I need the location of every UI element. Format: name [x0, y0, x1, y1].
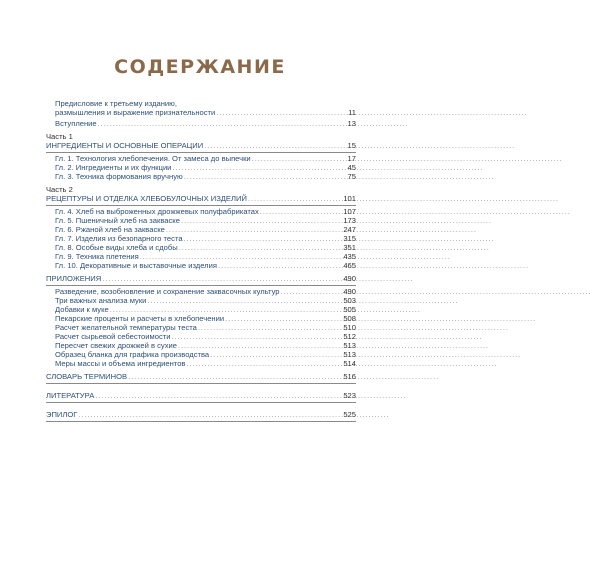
page-number: 508	[343, 314, 356, 323]
leader-dots	[184, 172, 347, 181]
leader-dots	[260, 207, 343, 216]
toc-part-title: РЕЦЕПТУРЫ И ОТДЕЛКА ХЛЕБОБУЛОЧНЫХ ИЗДЕЛИЙ	[46, 194, 247, 203]
toc-chapter[interactable]	[46, 252, 356, 261]
toc-entry-text: Вступление	[55, 119, 97, 128]
page-number: 173	[343, 216, 356, 225]
toc-chapter[interactable]	[46, 172, 356, 181]
page-number: 490	[343, 287, 356, 296]
leader-dots	[225, 314, 342, 323]
page-number: 490	[343, 274, 356, 283]
page-number: 505	[343, 305, 356, 314]
toc-entry-text: Три важных анализа муки	[55, 296, 147, 305]
page-number: 247	[343, 225, 356, 234]
divider	[46, 285, 356, 286]
page-number: 15	[347, 141, 356, 150]
toc-appendix-item[interactable]	[46, 296, 356, 305]
toc-entry-intro[interactable]	[46, 119, 356, 128]
toc-chapter[interactable]	[46, 243, 356, 252]
leader-dots	[98, 119, 347, 128]
page-number: 351	[343, 243, 356, 252]
divider	[46, 152, 356, 153]
toc-entry-text: Пекарские проценты и расчеты в хлебопечении	[55, 314, 225, 323]
page-number: 435	[343, 252, 356, 261]
part1-label: Часть 1	[46, 132, 73, 141]
leader-dots	[198, 323, 342, 332]
toc-section-title: ЭПИЛОГ	[46, 410, 78, 419]
page-number: 107	[343, 207, 356, 216]
toc-appendix-item[interactable]	[46, 305, 356, 314]
toc-section-title: ЛИТЕРАТУРА	[46, 391, 95, 400]
page-number: 513	[343, 341, 356, 350]
leader-dots	[248, 194, 342, 203]
toc-literature[interactable]	[46, 391, 356, 400]
page-number: 75	[347, 172, 356, 181]
table-of-contents	[46, 99, 356, 423]
toc-entry-text: Образец бланка для графика производства	[55, 350, 210, 359]
toc-appendix-item[interactable]	[46, 314, 356, 323]
page-number: 17	[347, 154, 356, 163]
leader-dots	[216, 108, 347, 117]
leader-dots	[204, 141, 346, 150]
toc-entry-text: Гл. 1. Технология хлебопечения. От замеса до выпечки	[55, 154, 251, 163]
page-number: 13	[347, 119, 356, 128]
page-number: 45	[347, 163, 356, 172]
toc-appendix-item[interactable]	[46, 287, 356, 296]
page-number: 516	[343, 372, 356, 381]
page-number: 101	[343, 194, 356, 203]
leader-dots	[172, 163, 346, 172]
toc-entry-text: Разведение, возобновление и сохранение заквасочных культур	[55, 287, 280, 296]
toc-appendix-item[interactable]	[46, 341, 356, 350]
leader-dots	[184, 234, 343, 243]
toc-entry-text: Гл. 8. Особые виды хлеба и сдобы	[55, 243, 178, 252]
toc-entry-preface-line1: Предисловие к третьему изданию,	[55, 99, 177, 108]
toc-appendix-item[interactable]	[46, 350, 356, 359]
toc-chapter[interactable]	[46, 207, 356, 216]
leader-dots	[210, 350, 342, 359]
leader-dots	[281, 287, 343, 296]
toc-appendix-title[interactable]	[46, 274, 356, 283]
page-number: 525	[343, 410, 356, 419]
toc-appendix-item[interactable]	[46, 359, 356, 368]
toc-entry-text: Гл. 3. Техника формования вручную	[55, 172, 183, 181]
page-number: 315	[343, 234, 356, 243]
toc-section-title: СЛОВАРЬ ТЕРМИНОВ	[46, 372, 128, 381]
toc-entry-text: Гл. 9. Техника плетения	[55, 252, 139, 261]
page-number: 513	[343, 350, 356, 359]
divider	[46, 383, 356, 384]
page-number: 503	[343, 296, 356, 305]
toc-chapter[interactable]	[46, 261, 356, 270]
divider	[46, 402, 356, 403]
leader-dots	[78, 410, 342, 419]
page-title: СОДЕРЖАНИЕ	[114, 56, 286, 78]
toc-chapter[interactable]	[46, 225, 356, 234]
page-number: 11	[348, 108, 356, 117]
leader-dots	[166, 225, 342, 234]
leader-dots	[147, 296, 342, 305]
toc-part2-title[interactable]	[46, 194, 356, 203]
divider	[46, 205, 356, 206]
toc-entry-text: Расчет сырьевой себестоимости	[55, 332, 171, 341]
page-number: 512	[343, 332, 356, 341]
toc-epilogue[interactable]	[46, 410, 356, 419]
toc-chapter[interactable]	[46, 163, 356, 172]
toc-glossary[interactable]	[46, 372, 356, 381]
divider	[46, 421, 356, 422]
toc-entry-text: Добавки к муке	[55, 305, 109, 314]
leader-dots	[218, 261, 342, 270]
leader-dots	[178, 341, 342, 350]
toc-part1-title[interactable]	[46, 141, 356, 150]
toc-appendix-item[interactable]	[46, 332, 356, 341]
toc-appendix-item[interactable]	[46, 323, 356, 332]
page-number: 465	[343, 261, 356, 270]
toc-entry-text: Пересчет свежих дрожжей в сухие	[55, 341, 177, 350]
toc-entry-text: Гл. 6. Ржаной хлеб на закваске	[55, 225, 165, 234]
leader-dots	[140, 252, 343, 261]
toc-entry-text: Гл. 10. Декоративные и выставочные изделия	[55, 261, 217, 270]
page-number: 510	[343, 323, 356, 332]
toc-chapter[interactable]	[46, 234, 356, 243]
toc-chapter[interactable]	[46, 154, 356, 163]
leader-dots	[186, 359, 342, 368]
toc-entry-text: Расчет желательной температуры теста	[55, 323, 197, 332]
toc-entry-text: Гл. 5. Пшеничный хлеб на закваске	[55, 216, 180, 225]
leader-dots	[102, 274, 342, 283]
page-number: 523	[343, 391, 356, 400]
leader-dots	[128, 372, 342, 381]
toc-section-title: ПРИЛОЖЕНИЯ	[46, 274, 102, 283]
toc-entry-text: Меры массы и объема ингредиентов	[55, 359, 186, 368]
leader-dots	[179, 243, 343, 252]
leader-dots	[95, 391, 342, 400]
leader-dots	[181, 216, 342, 225]
part2-label: Часть 2	[46, 185, 73, 194]
toc-entry-text: размышления и выражение признательности	[55, 108, 216, 117]
page-number: 514	[343, 359, 356, 368]
leader-dots	[171, 332, 342, 341]
toc-part-title: ИНГРЕДИЕНТЫ И ОСНОВНЫЕ ОПЕРАЦИИ	[46, 141, 204, 150]
leader-dots	[110, 305, 343, 314]
toc-chapter[interactable]	[46, 216, 356, 225]
leader-dots	[252, 154, 347, 163]
toc-entry-text: Гл. 4. Хлеб на выброженных дрожжевых полуфабрикатах	[55, 207, 259, 216]
toc-entry-text: Гл. 7. Изделия из безопарного теста	[55, 234, 183, 243]
toc-entry-preface[interactable]	[46, 99, 356, 117]
toc-entry-text: Гл. 2. Ингредиенты и их функции	[55, 163, 172, 172]
